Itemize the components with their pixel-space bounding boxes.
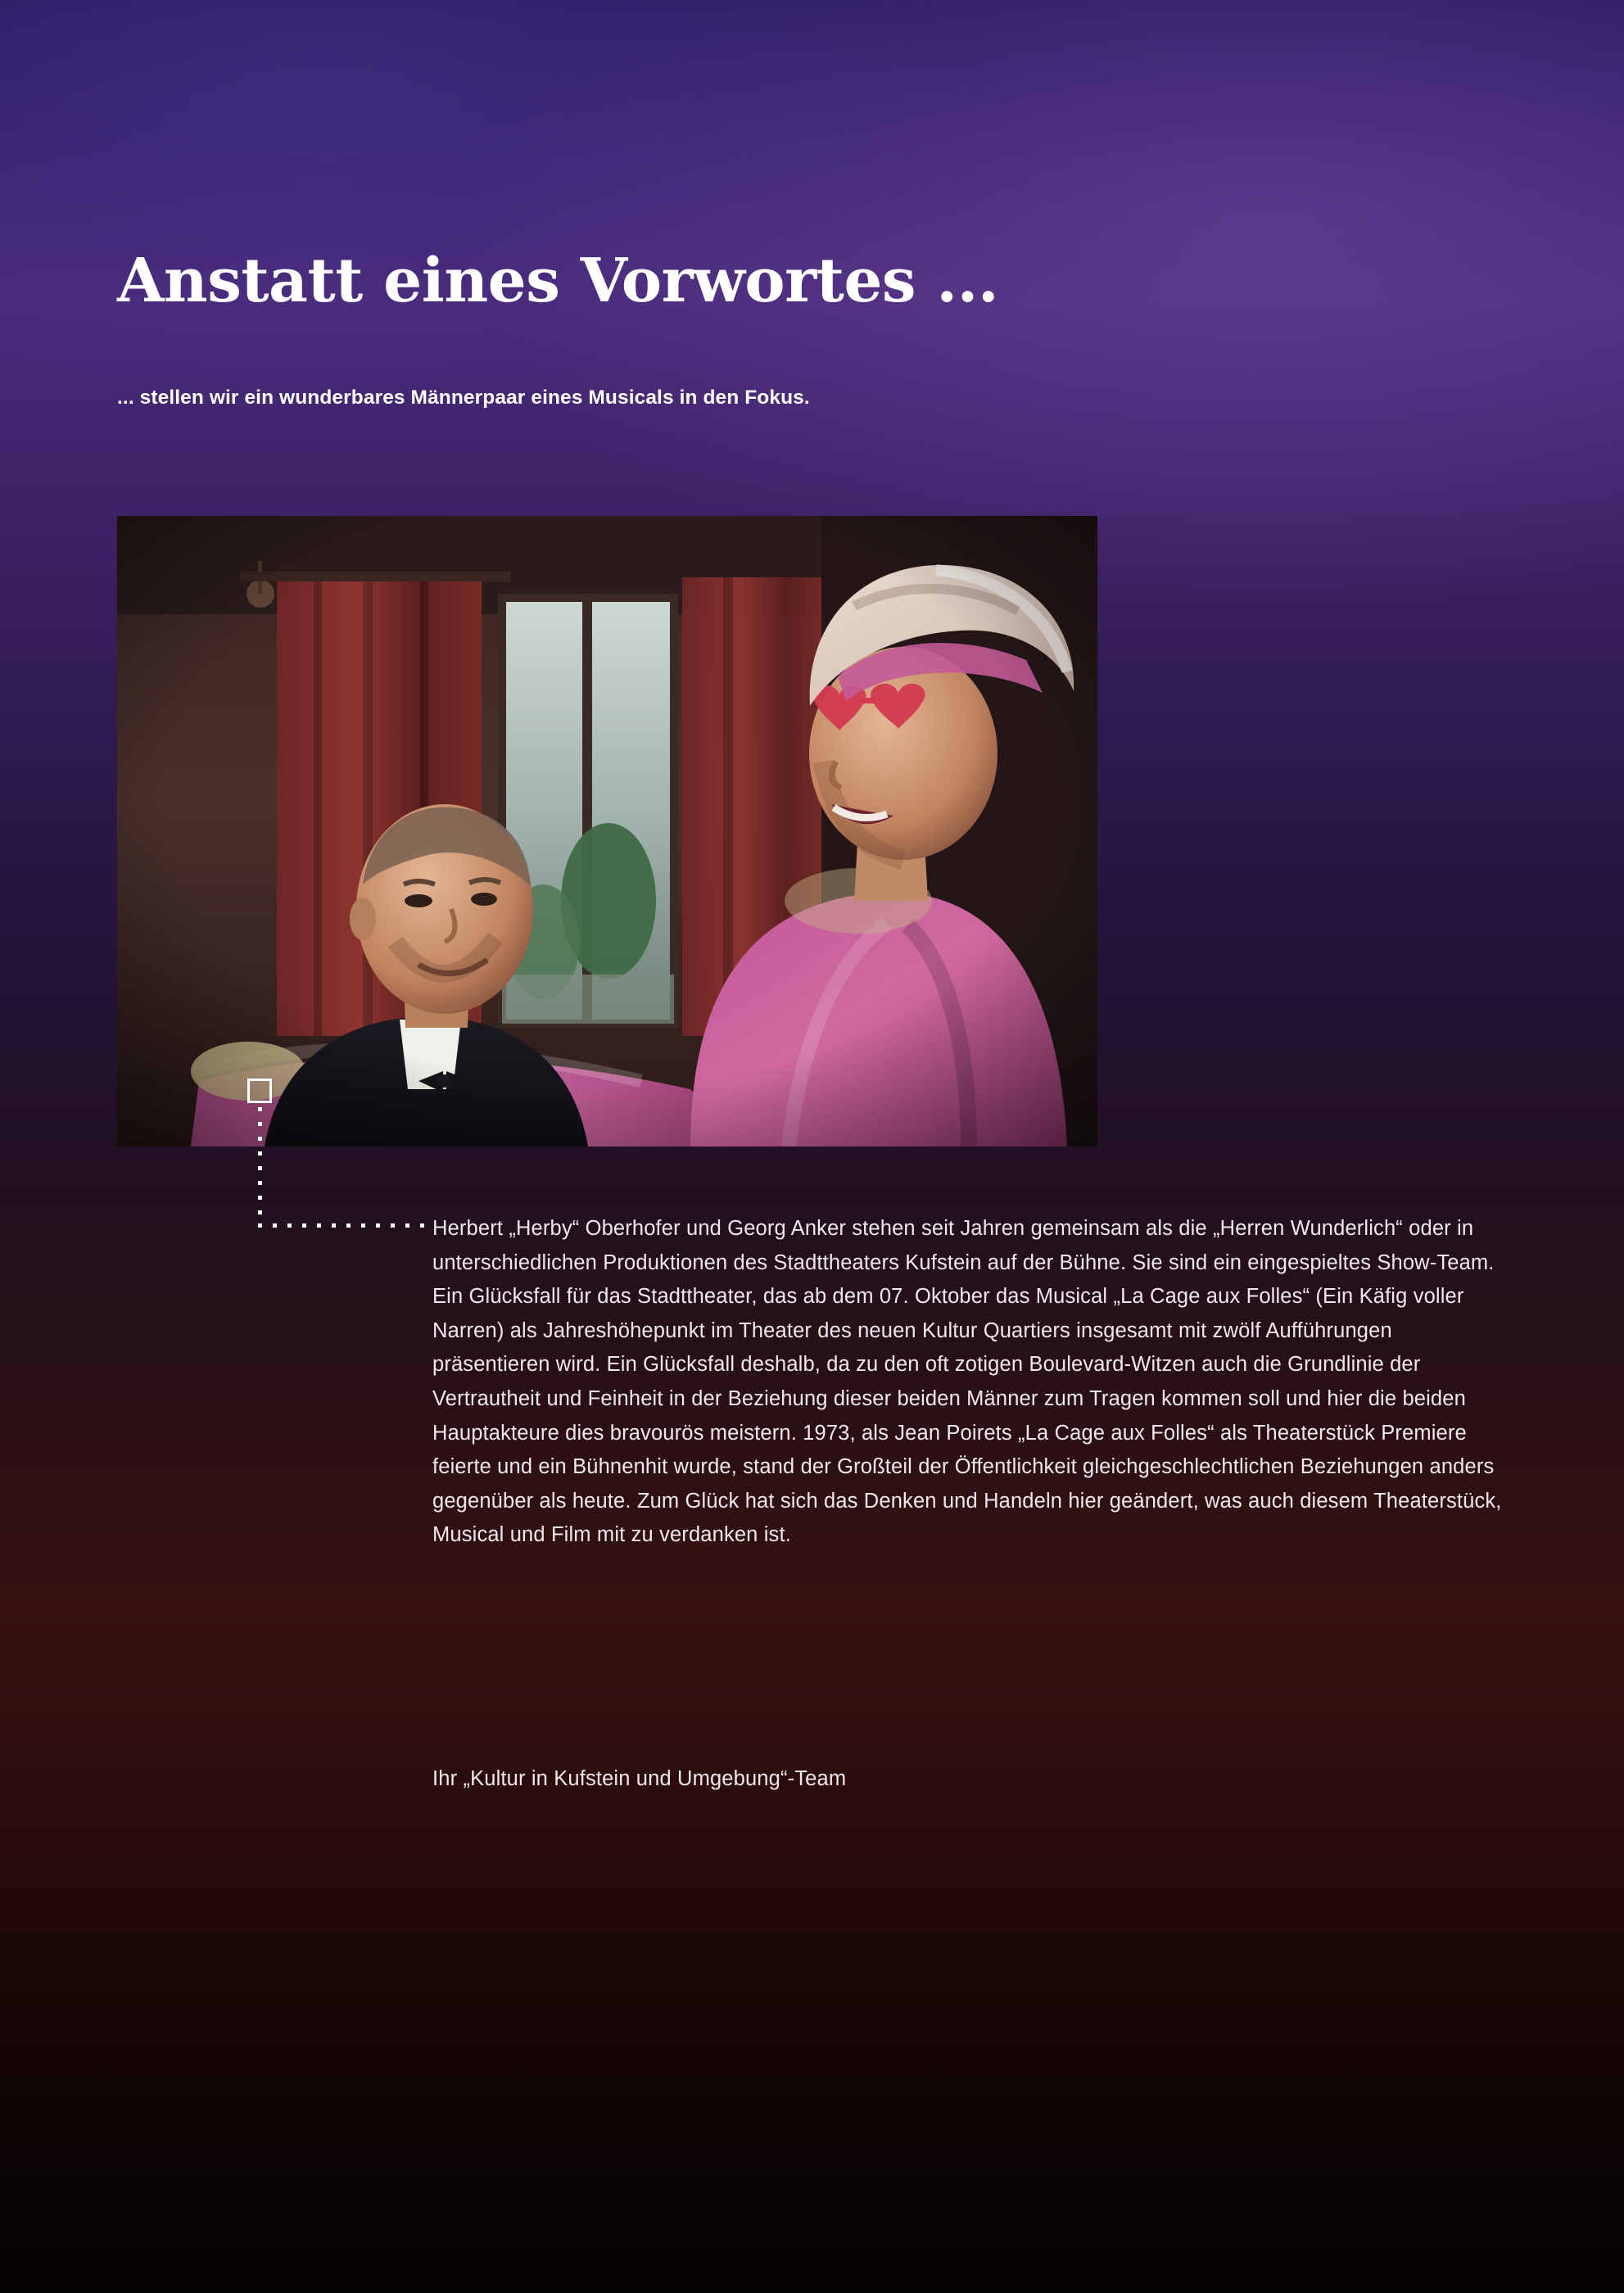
article-paragraph: Herbert „Herby“ Oberhofer und Georg Anker stehen seit Jahren gemeinsam als die „Herren Wunderlich“ oder in unterschiedlichen Produktionen des Stadttheaters Kufstein auf der Bühne. Sie sind ein eingespieltes Show-Team. Ein Glücksfall für das Stadttheater, das ab dem 07. Oktober das Musical „La Cage aux Folles“ (Ein Käfig voller Narren) als Jahreshöhepunkt im Theater des neuen Kultur Quartiers insgesamt mit zwölf Aufführungen präsentieren wird. Ein Glücksfall deshalb, da zu den oft zotigen Boulevard-Witzen auch die Grundlinie der Vertrautheit und Feinheit in der Beziehung dieser beiden Männer zum Tragen kommen soll und hier die beiden Hauptakteure dies bravourös meistern. 1973, als Jean Poirets „La Cage aux Folles“ als Theaterstück Premiere feierte und ein Bühnenhit wurde, stand der Großteil der Öffentlichkeit gleichgeschlechtlichen Beziehungen anders gegenüber als heute. Zum Glück hat sich das Denken und Handeln hier geändert, was auch diesem Theaterstück, Musical und Film mit zu verdanken ist. (432, 1217, 1502, 1547)
page-title: Anstatt eines Vorwortes ... (117, 246, 999, 316)
article-signature: Ihr „Kultur in Kufstein und Umgebung“-Team (432, 1767, 847, 1790)
callout-leader-vertical (258, 1107, 262, 1226)
photo-illustration (117, 516, 1097, 1146)
article-photo (117, 516, 1097, 1146)
page-subtitle: ... stellen wir ein wunderbares Männerpaar eines Musicals in den Fokus. (117, 387, 810, 409)
callout-leader-horizontal (258, 1223, 426, 1228)
article-body (432, 1212, 1505, 1553)
photo-callout-marker (247, 1079, 272, 1103)
